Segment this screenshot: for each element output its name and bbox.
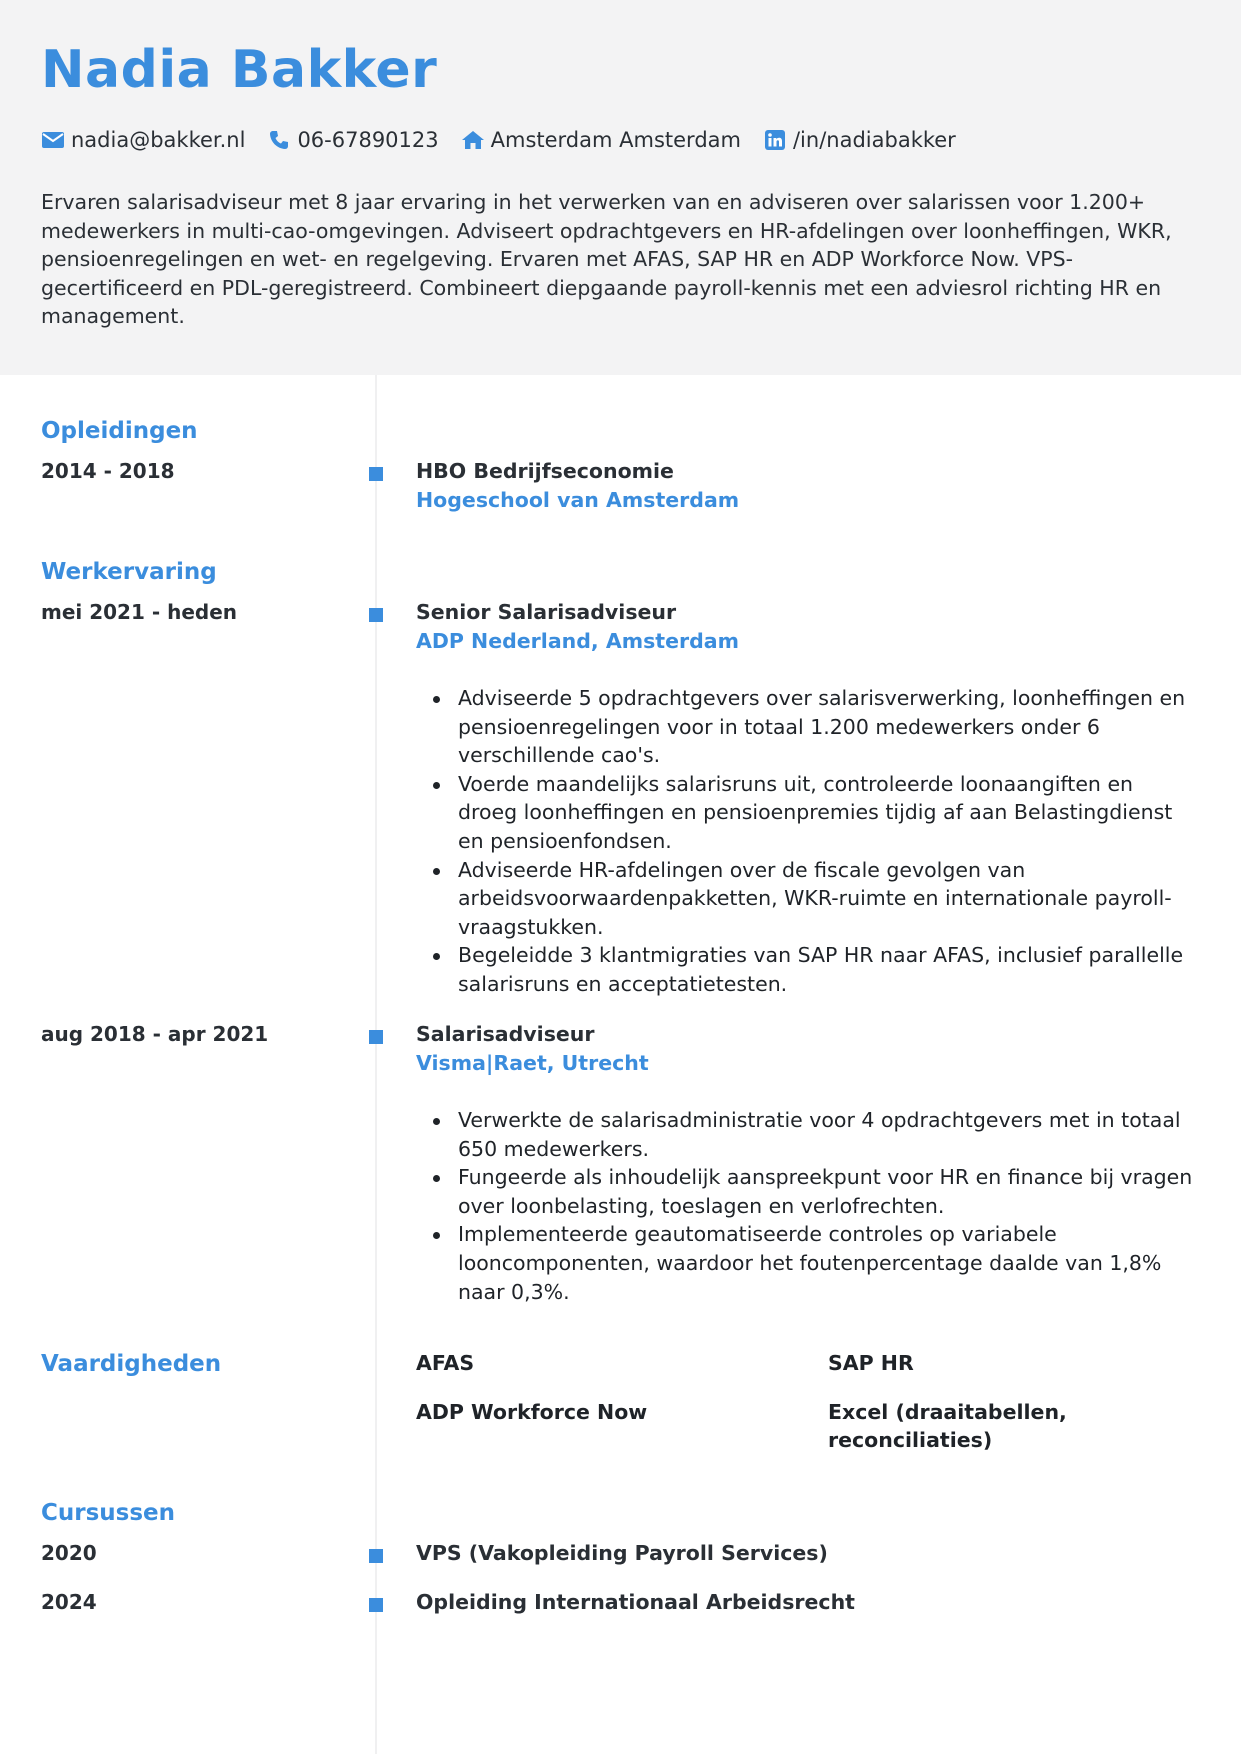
contact-email[interactable] (41, 128, 245, 152)
email-text: nadia@bakker.nl (71, 128, 246, 152)
experience-role: Salarisadviseur (416, 1022, 595, 1046)
skill-item: Excel (draaitabellen, reconciliaties) (828, 1400, 1067, 1452)
course-name: VPS (Vakopleiding Payroll Services) (416, 1541, 828, 1565)
candidate-name: Nadia Bakker (41, 40, 438, 100)
course-date: 2020 (41, 1541, 97, 1565)
contact-phone[interactable] (267, 128, 438, 152)
phone-text: 06-67890123 (297, 128, 439, 152)
list-item: Adviseerde HR-afdelingen over de fiscale gevolgen van arbeidsvoorwaardenpakketten, WKR-ruimte en internationale payroll-vraagstukken. (416, 856, 1196, 942)
address-text: Amsterdam Amsterdam (490, 128, 741, 152)
experience-role: Senior Salarisadviseur (416, 600, 677, 624)
education-degree: HBO Bedrijfseconomie (416, 459, 674, 483)
education-school: Hogeschool van Amsterdam (416, 488, 740, 512)
linkedin-text: /in/nadiabakker (792, 128, 956, 152)
profile-summary: Ervaren salarisadviseur met 8 jaar ervaring in het verwerken van en adviseren over salarissen voor 1.200+ medewerkers in multi-cao-omgevingen. Adviseert opdrachtgevers en HR-afdelingen over loonheffingen, WKR, pensioenregelingen en wet- en regelgeving. Ervaren met AFAS, SAP HR en ADP Workforce Now. VPS-gecertificeerd en PDL-geregistreerd. Combineert diepgaande payroll-kennis met een adviesrol richting HR en management. (41, 190, 1172, 329)
skill-item: AFAS (416, 1351, 475, 1375)
experience-date: mei 2021 - heden (41, 600, 238, 624)
phone-icon (267, 128, 291, 152)
contact-bar (41, 128, 978, 152)
skill-item: SAP HR (828, 1351, 914, 1375)
linkedin-icon (763, 128, 787, 152)
list-item: Adviseerde 5 opdrachtgevers over salarisverwerking, loonheffingen en pensioenregelingen voor in totaal 1.200 medewerkers onder 6 verschillende cao's. (416, 684, 1196, 770)
timeline-marker (369, 467, 383, 481)
section-title-education: Opleidingen (41, 418, 198, 444)
section-title-experience: Werkervaring (41, 559, 217, 585)
list-item: Implementeerde geautomatiseerde controles op variabele looncomponenten, waardoor het foutenpercentage daalde van 1,8% naar 0,3%. (416, 1220, 1196, 1306)
timeline-marker (369, 1030, 383, 1044)
experience-date: aug 2018 - apr 2021 (41, 1022, 269, 1046)
timeline-marker (369, 1598, 383, 1612)
header (0, 0, 1241, 375)
list-item: Fungeerde als inhoudelijk aanspreekpunt voor HR en finance bij vragen over loonbelasting, toeslagen en verlofrechten. (416, 1163, 1196, 1220)
home-icon (461, 128, 485, 152)
list-item: Verwerkte de salarisadministratie voor 4 opdrachtgevers met in totaal 650 medewerkers. (416, 1106, 1196, 1163)
experience-company: Visma|Raet, Utrecht (416, 1051, 649, 1075)
list-item: Begeleidde 3 klantmigraties van SAP HR naar AFAS, inclusief parallelle salarisruns en acceptatietesten. (416, 941, 1196, 998)
contact-linkedin[interactable] (763, 128, 956, 152)
skill-item: ADP Workforce Now (416, 1400, 648, 1424)
contact-address (461, 128, 741, 152)
experience-bullets (416, 1106, 1196, 1306)
course-date: 2024 (41, 1590, 97, 1614)
timeline-marker (369, 608, 383, 622)
experience-company: ADP Nederland, Amsterdam (416, 629, 739, 653)
envelope-icon (41, 128, 65, 152)
timeline-divider (375, 375, 377, 1754)
list-item: Voerde maandelijks salarisruns uit, controleerde loonaangiften en droeg loonheffingen en pensioenpremies tijdig af aan Belastingdienst en pensioenfondsen. (416, 770, 1196, 856)
experience-bullets (416, 684, 1196, 999)
course-name: Opleiding Internationaal Arbeidsrecht (416, 1590, 855, 1614)
section-title-courses: Cursussen (41, 1500, 176, 1526)
timeline-marker (369, 1549, 383, 1563)
section-title-skills: Vaardigheden (41, 1351, 222, 1377)
education-date: 2014 - 2018 (41, 459, 175, 483)
